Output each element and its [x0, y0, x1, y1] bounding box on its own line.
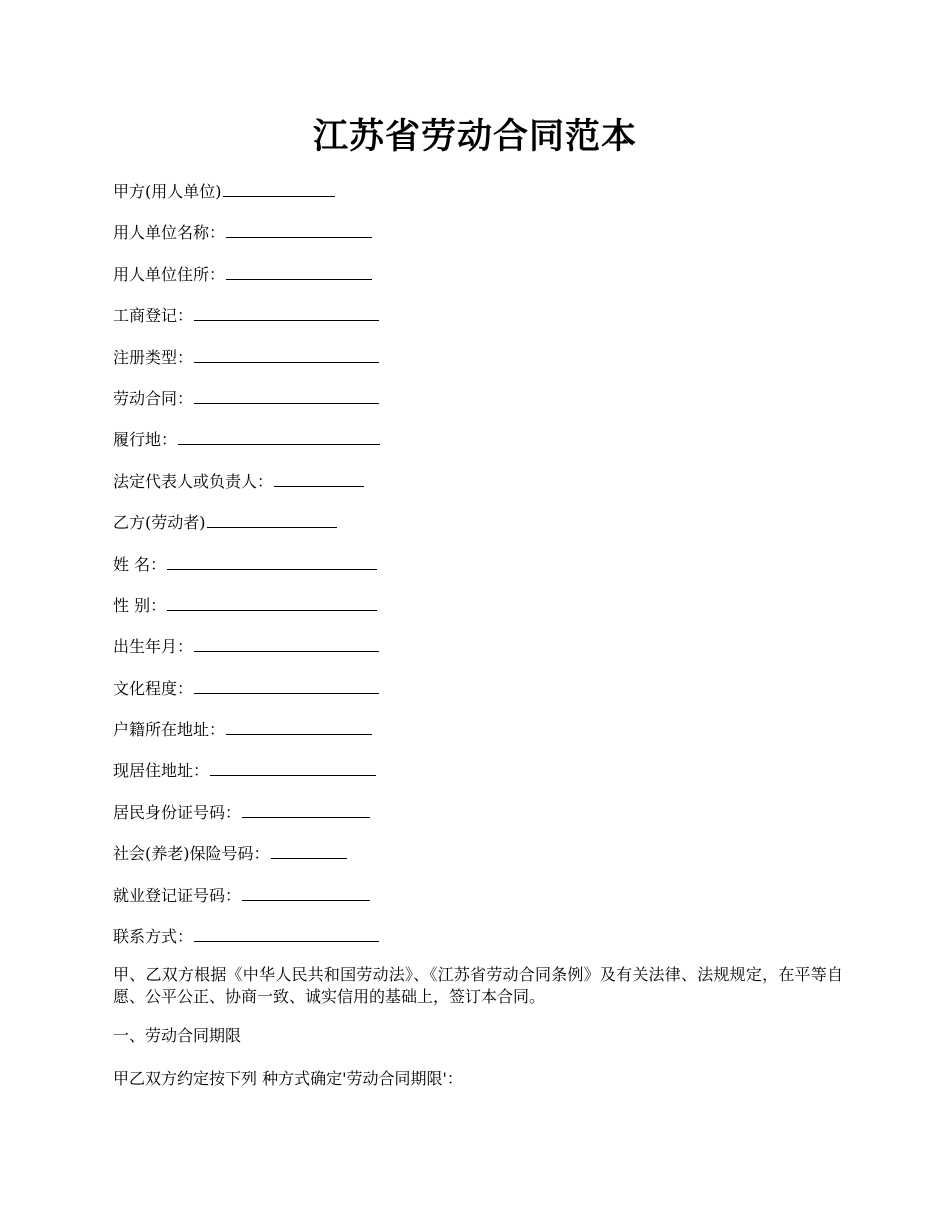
field-id-number — [113, 797, 853, 838]
field-label: 联系方式： — [113, 927, 194, 947]
field-employee — [113, 507, 853, 548]
field-label: 劳动合同： — [113, 388, 194, 408]
field-labor-contract — [113, 383, 853, 424]
section-heading: 一、劳动合同期限 — [113, 1026, 242, 1045]
field-contact — [113, 921, 853, 962]
field-label: 法定代表人或负责人： — [113, 471, 274, 491]
fill-in-blank[interactable] — [223, 176, 335, 197]
field-employer — [113, 176, 853, 217]
field-label: 就业登记证号码： — [113, 885, 242, 905]
fill-in-blank[interactable] — [226, 217, 372, 238]
fill-in-blank[interactable] — [226, 714, 372, 735]
fill-in-blank[interactable] — [194, 631, 379, 652]
field-employment-registration-number — [113, 880, 853, 921]
field-label: 乙方(劳动者) — [113, 513, 206, 533]
field-social-insurance-number — [113, 838, 853, 879]
field-label: 文化程度： — [113, 678, 194, 698]
fill-in-blank[interactable] — [242, 797, 370, 818]
fill-in-blank[interactable] — [194, 300, 379, 321]
fill-in-blank[interactable] — [210, 755, 376, 776]
fill-in-blank[interactable] — [274, 466, 364, 487]
fill-in-blank[interactable] — [178, 424, 380, 445]
field-label: 工商登记： — [113, 306, 194, 326]
field-place-of-performance — [113, 424, 853, 465]
fill-in-blank[interactable] — [167, 549, 377, 570]
field-business-registration — [113, 300, 853, 341]
field-label: 户籍所在地址： — [113, 720, 226, 740]
fill-in-blank[interactable] — [271, 838, 347, 859]
fill-in-blank[interactable] — [194, 673, 379, 694]
fill-in-blank[interactable] — [226, 259, 372, 280]
field-current-address — [113, 755, 853, 796]
section-text: 甲乙双方约定按下列 种方式确定'劳动合同期限'： — [113, 1069, 463, 1088]
field-label: 姓 名： — [113, 554, 167, 574]
fill-in-blank[interactable] — [242, 880, 370, 901]
field-education — [113, 673, 853, 714]
document-title: 江苏省劳动合同范本 — [312, 116, 637, 157]
field-employer-name — [113, 217, 853, 258]
field-name — [113, 549, 853, 590]
fill-in-blank[interactable] — [167, 590, 377, 611]
field-label: 性 别： — [113, 595, 167, 615]
fill-in-blank[interactable] — [194, 921, 379, 942]
field-legal-representative — [113, 466, 853, 507]
field-label: 甲方(用人单位) — [113, 182, 222, 201]
field-label: 现居住地址： — [113, 761, 210, 781]
fill-in-blank[interactable] — [194, 383, 379, 404]
field-gender — [113, 590, 853, 631]
form-fields — [113, 176, 853, 962]
field-label: 用人单位住所： — [113, 264, 226, 284]
field-employer-address — [113, 259, 853, 300]
intro-paragraph: 甲、乙双方根据《中华人民共和国劳动法》、《江苏省劳动合同条例》及有关法律、法规规定，在平等自愿、公平公正、协商一致、诚实信用的基础上，签订本合同。 — [113, 965, 843, 1006]
field-label: 履行地： — [113, 430, 178, 450]
field-label: 出生年月： — [113, 637, 194, 657]
field-registration-type — [113, 342, 853, 383]
fill-in-blank[interactable] — [207, 507, 337, 528]
field-label: 社会(养老)保险号码： — [113, 844, 270, 864]
field-birth-date — [113, 631, 853, 672]
field-household-address — [113, 714, 853, 755]
field-label: 用人单位名称： — [113, 223, 226, 243]
field-label: 注册类型： — [113, 347, 194, 367]
field-label: 居民身份证号码： — [113, 802, 242, 822]
fill-in-blank[interactable] — [194, 342, 379, 363]
